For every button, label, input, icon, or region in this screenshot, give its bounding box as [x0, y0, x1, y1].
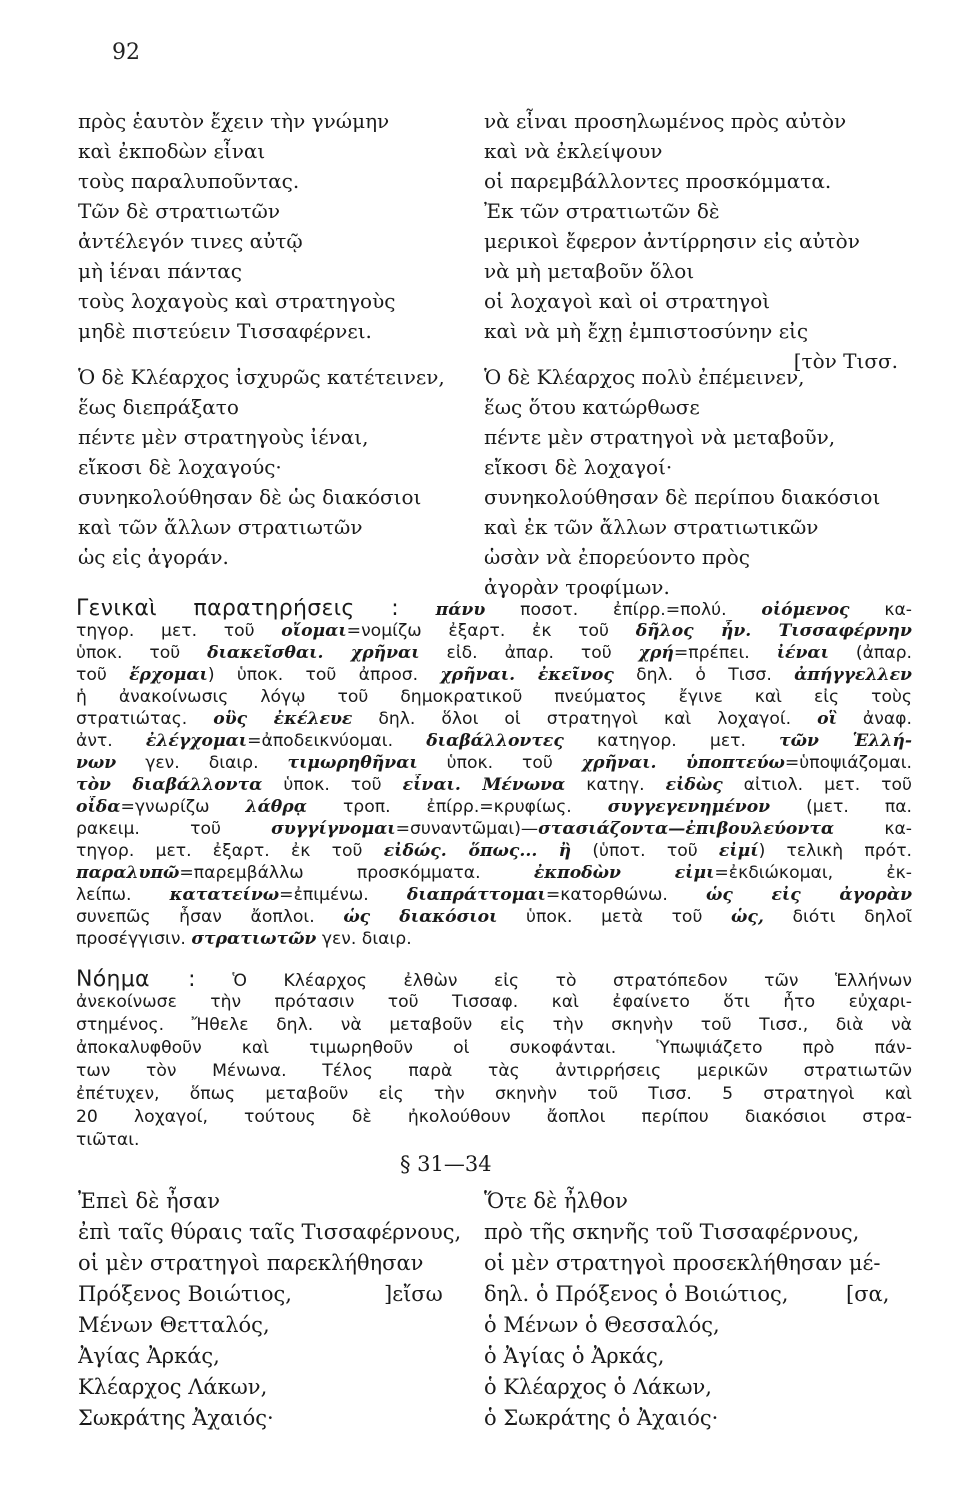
notes-text: τροπ. ἐπίρρ.=κρυφίως. — [306, 797, 608, 817]
passage1-left-column — [78, 106, 498, 346]
bracket-note: ]εἴσω — [384, 1282, 443, 1306]
notes-line — [76, 598, 912, 620]
notes-text: κατηγ. — [565, 775, 666, 795]
meaning-heading: Νόημα : — [76, 968, 196, 991]
notes-term: οἶδα — [76, 797, 121, 817]
notes-text: (ὑποτ. τοῦ — [571, 841, 719, 861]
notes-text: δηλ. ὁ Τισσ. — [613, 665, 795, 685]
text-line: τοὺς λοχαγοὺς καὶ στρατηγοὺς — [78, 289, 396, 313]
notes-line — [76, 752, 912, 774]
notes-text: =ἀποδεικνύομαι. — [247, 731, 427, 751]
text-line: οἱ λοχαγοὶ καὶ οἱ στρατηγοὶ — [484, 289, 771, 313]
text-line: ὁ Σωκράτης ὁ Ἀχαιός· — [484, 1406, 719, 1430]
notes-line — [76, 796, 912, 818]
notes-line — [76, 730, 912, 752]
notes-term: ἀπήγγελλεν — [794, 665, 912, 685]
notes-text: τηγορ. μετ. ἐξαρτ. ἐκ τοῦ — [76, 841, 384, 861]
text-line: ἀντέλεγόν τινες αὐτῷ — [78, 229, 303, 253]
passage1-right-column — [484, 106, 904, 376]
notes-term: λάθρᾳ — [245, 797, 307, 817]
text-line: οἱ μὲν στρατηγοὶ παρεκλήθησαν — [78, 1251, 424, 1275]
notes-term: οὓς ἐκέλευε — [213, 709, 353, 729]
page-number: 92 — [112, 40, 140, 65]
notes-term: ἰέναι — [776, 643, 829, 663]
notes-line — [76, 686, 912, 708]
text-line: εἴκοσι δὲ λοχαγούς· — [78, 455, 282, 479]
text-line: ἕως διεπράξατο — [78, 395, 239, 419]
notes-text: συνεπῶς ἦσαν ἄοπλοι. — [76, 907, 344, 927]
notes-line — [76, 642, 912, 664]
text-line-main: Πρόξενος Βοιώτιος, — [78, 1282, 292, 1306]
text-line-continuation: [τὸν Τισσ. — [793, 349, 898, 373]
text-line: μὴ ἰέναι πάντας — [78, 259, 242, 283]
notes-text: (ἀπαρ. — [828, 643, 912, 663]
notes-term: οἳ — [817, 709, 837, 729]
text-line: πρὸς ἑαυτὸν ἔχειν τὴν γνώμην — [78, 109, 390, 133]
notes-line — [76, 708, 912, 730]
text-line: εἴκοσι δὲ λοχαγοί· — [484, 455, 673, 479]
notes-text: δηλ. ὅλοι οἱ στρατηγοὶ καὶ λοχαγοί. — [352, 709, 818, 729]
text-line: νὰ μὴ μεταβοῦν ὅλοι — [484, 259, 695, 283]
notes-text: (μετ. πα. — [770, 797, 912, 817]
text-line: Ὁ δὲ Κλέαρχος ἰσχυρῶς κατέτεινεν, — [78, 365, 445, 389]
notes-text: =ἐκδιώκομαι, ἐκ- — [714, 863, 912, 883]
notes-term: τὸν διαβάλλοντα — [76, 775, 263, 795]
meaning-line: ἀνεκοίνωσε τὴν πρότασιν τοῦ Τισσαφ. καὶ ἐφαίνετο ὅτι ἦτο εὐχαρι- — [76, 992, 912, 1012]
notes-text: ἀντ. — [76, 731, 146, 751]
notes-term: οἰόμενος — [761, 600, 850, 620]
notes-term: πάνυ — [435, 600, 486, 620]
text-line: συνηκολούθησαν δὲ περίπου διακόσιοι — [484, 485, 881, 509]
notes-text: =συναντῶμαι)— — [395, 819, 539, 839]
notes-term: εἰδώς. ὅπως... — [383, 841, 538, 861]
text-line: ὡς εἰς ἀγοράν. — [78, 545, 229, 569]
notes-text: κα- — [834, 819, 912, 839]
notes-term: τῶν Ἑλλή- — [779, 731, 912, 751]
text-line — [484, 1279, 914, 1310]
notes-text: εἰδ. ἀπαρ. τοῦ — [419, 643, 639, 663]
text-line: καὶ ἐκ τῶν ἄλλων στρατιωτικῶν — [484, 515, 819, 539]
notes-text: ρακειμ. τοῦ — [76, 819, 272, 839]
notes-term: συγγίγνομαι — [271, 819, 396, 839]
meaning-line: στημένος. Ἤθελε δηλ. νὰ μεταβοῦν εἰς τὴν σκηνὴν τοῦ Τισσ., διὰ νὰ — [76, 1015, 912, 1035]
meaning-line — [76, 968, 912, 991]
meaning-line: των τὸν Μένωνα. Τέλος παρὰ τὰς ἀντιρρήσεις μερικῶν στρατιωτῶν — [76, 1061, 912, 1081]
text-line: πέντε μὲν στρατηγοὶ νὰ μεταβοῦν, — [484, 425, 836, 449]
notes-term: οἴομαι — [281, 621, 347, 641]
text-line: τοὺς παραλυποῦντας. — [78, 169, 300, 193]
notes-text: διότι δηλοῖ — [763, 907, 912, 927]
notes-text: ) τελικὴ πρότ. — [758, 841, 912, 861]
notes-term: χρῆναι. ἐκεῖνος — [440, 665, 614, 685]
notes-term: στρατιωτῶν — [191, 929, 317, 949]
text-line: καὶ νὰ ἐκλείψουν — [484, 139, 663, 163]
text-line: ἐπὶ ταῖς θύραις ταῖς Τισσαφέρνους, — [78, 1220, 462, 1244]
passage2-right-column — [484, 362, 904, 602]
notes-term: τιμωρηθῆναι — [287, 753, 418, 773]
notes-term: χρῆναι. ὑποπτεύω — [581, 753, 785, 773]
notes-text: στρατιώτας. — [76, 709, 214, 729]
notes-text: =παρεμβάλλω προσκόμματα. — [179, 863, 534, 883]
notes-line — [76, 818, 912, 840]
notes-term: ἐλέγχομαι — [145, 731, 248, 751]
notes-line — [76, 862, 912, 884]
notes-text: κα- — [849, 600, 912, 620]
text-line: μερικοὶ ἔφερον ἀντίρρησιν εἰς αὐτὸν — [484, 229, 860, 253]
meaning-paragraph — [76, 968, 912, 1152]
notes-term: κατατείνω — [169, 885, 280, 905]
notes-text: τηγορ. μετ. τοῦ — [76, 621, 282, 641]
notes-term: παραλυπῶ — [76, 863, 180, 883]
text-line: Ἐπεὶ δὲ ἦσαν — [78, 1189, 220, 1213]
notes-text: γεν. διαιρ. — [116, 753, 288, 773]
notes-line — [76, 664, 912, 686]
notes-term: εἶναι. Μένωνα — [402, 775, 566, 795]
notes-text: =γνωρίζω — [120, 797, 246, 817]
notes-term: ὡς εἰς ἀγορὰν — [705, 885, 912, 905]
text-line: ὁ Κλέαρχος ὁ Λάκων, — [484, 1375, 712, 1399]
notes-term: ἔρχομαι — [129, 665, 208, 685]
notes-line — [76, 884, 912, 906]
notes-text: κατηγορ. μετ. — [563, 731, 780, 751]
text-line: Κλέαρχος Λάκων, — [78, 1375, 268, 1399]
notes-text: γεν. διαιρ. — [316, 929, 412, 949]
section-number: § 31—34 — [400, 1152, 492, 1176]
text-line: ἀγορὰν τροφίμων. — [484, 575, 670, 599]
notes-text: =ὑποψιάζομαι. — [784, 753, 912, 773]
notes-term: ὡς διακόσιοι — [343, 907, 498, 927]
text-line: καὶ τῶν ἄλλων στρατιωτῶν — [78, 515, 363, 539]
notes-text: ὑποκ. τοῦ — [417, 753, 582, 773]
text-line: οἱ παρεμβάλλοντες προσκόμματα. — [484, 169, 832, 193]
meaning-line: ἀποκαλυφθοῦν καὶ τιμωρηθοῦν οἱ συκοφάνται. Ὑπωψιάζετο πρὸ πάν- — [76, 1038, 912, 1058]
text-line: Ὁ δὲ Κλέαρχος πολὺ ἐπέμεινεν, — [484, 365, 805, 389]
notes-term: εἰμί — [718, 841, 759, 861]
notes-term: συγγεγενημένον — [607, 797, 771, 817]
text-line: Ἐκ τῶν στρατιωτῶν δὲ — [484, 199, 720, 223]
text-line: Τῶν δὲ στρατιωτῶν — [78, 199, 281, 223]
notes-term: δῆλος ἦν. Τισσαφέρνην — [635, 621, 912, 641]
text-line: μηδὲ πιστεύειν Τισσαφέρνει. — [78, 319, 372, 343]
meaning-line: 20 λοχαγοί, τούτους δὲ ἠκολούθουν ἄοπλοι περίπου διακόσιοι στρα- — [76, 1107, 912, 1127]
notes-term: διακεῖσθαι. χρῆναι — [207, 643, 420, 663]
notes-text: ) ὑποκ. τοῦ ἀπροσ. — [207, 665, 441, 685]
notes-term: νων — [76, 753, 117, 773]
text-line: Σωκράτης Ἀχαιός· — [78, 1406, 274, 1430]
text-line: Ἀγίας Ἀρκάς, — [78, 1344, 220, 1368]
text-line: συνηκολούθησαν δὲ ὡς διακόσιοι — [78, 485, 422, 509]
text-line: ὁ Ἀγίας ὁ Ἀρκάς, — [484, 1344, 665, 1368]
notes-text: ἀναφ. — [836, 709, 912, 729]
notes-text: =κατορθώνω. — [545, 885, 706, 905]
notes-term: εἰδὼς — [665, 775, 723, 795]
text-line: καὶ νὰ μὴ ἔχῃ ἐμπιστοσύνην εἰς — [484, 319, 809, 343]
notes-line — [76, 928, 912, 950]
text-line: πέντε μὲν στρατηγοὺς ἰέναι, — [78, 425, 369, 449]
notes-text: τοῦ — [76, 665, 130, 685]
notes-text — [537, 841, 558, 861]
text-line: Ὅτε δὲ ἦλθον — [484, 1189, 628, 1213]
notes-text: ὑποκ. τοῦ — [76, 643, 208, 663]
bracket-note: [σα, — [846, 1282, 890, 1306]
notes-text: =νομίζω ἐξαρτ. ἐκ τοῦ — [346, 621, 636, 641]
text-line: νὰ εἶναι προσηλωμένος πρὸς αὐτὸν — [484, 109, 847, 133]
text-line-main: δηλ. ὁ Πρόξενος ὁ Βοιώτιος, — [484, 1282, 789, 1306]
notes-text: ὑποκ. μετὰ τοῦ — [497, 907, 732, 927]
text-line: ὁ Μένων ὁ Θεσσαλός, — [484, 1313, 720, 1337]
text-line: ὡσὰν νὰ ἐπορεύοντο πρὸς — [484, 545, 751, 569]
passage3-right-column — [484, 1186, 914, 1434]
notes-text: =πρέπει. — [673, 643, 777, 663]
notes-term: ἢ — [558, 841, 572, 861]
text-line: πρὸ τῆς σκηνῆς τοῦ Τισσαφέρνους, — [484, 1220, 860, 1244]
notes-term: ἐκποδὼν εἰμι — [533, 863, 715, 883]
notes-heading: Γενικαὶ παρατηρήσεις : — [76, 598, 436, 620]
notes-line — [76, 906, 912, 928]
notes-term: χρή — [638, 643, 674, 663]
text-line: οἱ μὲν στρατηγοὶ προσεκλήθησαν μέ- — [484, 1251, 881, 1275]
notes-text: ἡ ἀνακοίνωσις λόγῳ τοῦ δημοκρατικοῦ πνεύματος ἔγινε καὶ εἰς τοὺς — [76, 687, 912, 707]
notes-term: ὡς, — [731, 907, 764, 927]
text-line — [78, 1279, 478, 1310]
notes-text: αἰτιολ. μετ. τοῦ — [722, 775, 912, 795]
notes-term: διαβάλλοντες — [426, 731, 564, 751]
notes-line — [76, 620, 912, 642]
text-line: καὶ ἐκποδὼν εἶναι — [78, 139, 266, 163]
general-notes — [76, 598, 912, 950]
meaning-line: τιῶται. — [76, 1130, 140, 1150]
meaning-text: Ὁ Κλέαρχος ἐλθὼν εἰς τὸ στρατόπεδον τῶν Ἑλλήνων — [232, 971, 912, 991]
notes-text: προσέγγισιν. — [76, 929, 192, 949]
notes-text: ποσοτ. ἐπίρρ.=πολύ. — [485, 600, 762, 620]
notes-term: διαπράττομαι — [406, 885, 546, 905]
notes-line — [76, 840, 912, 862]
text-line: ἕως ὅτου κατώρθωσε — [484, 395, 700, 419]
passage3-left-column — [78, 1186, 478, 1434]
text-line: Μένων Θετταλός, — [78, 1313, 270, 1337]
notes-text: ὑποκ. τοῦ — [262, 775, 403, 795]
notes-text: =ἐπιμένω. — [279, 885, 407, 905]
passage2-left-column — [78, 362, 498, 572]
notes-text: λείπω. — [76, 885, 170, 905]
notes-line — [76, 774, 912, 796]
notes-term: στασιάζοντα—ἐπιβουλεύοντα — [538, 819, 835, 839]
meaning-line: ἐπέτυχεν, ὅπως μεταβοῦν εἰς τὴν σκηνὴν τοῦ Τισσ. 5 στρατηγοὶ καὶ — [76, 1084, 912, 1104]
